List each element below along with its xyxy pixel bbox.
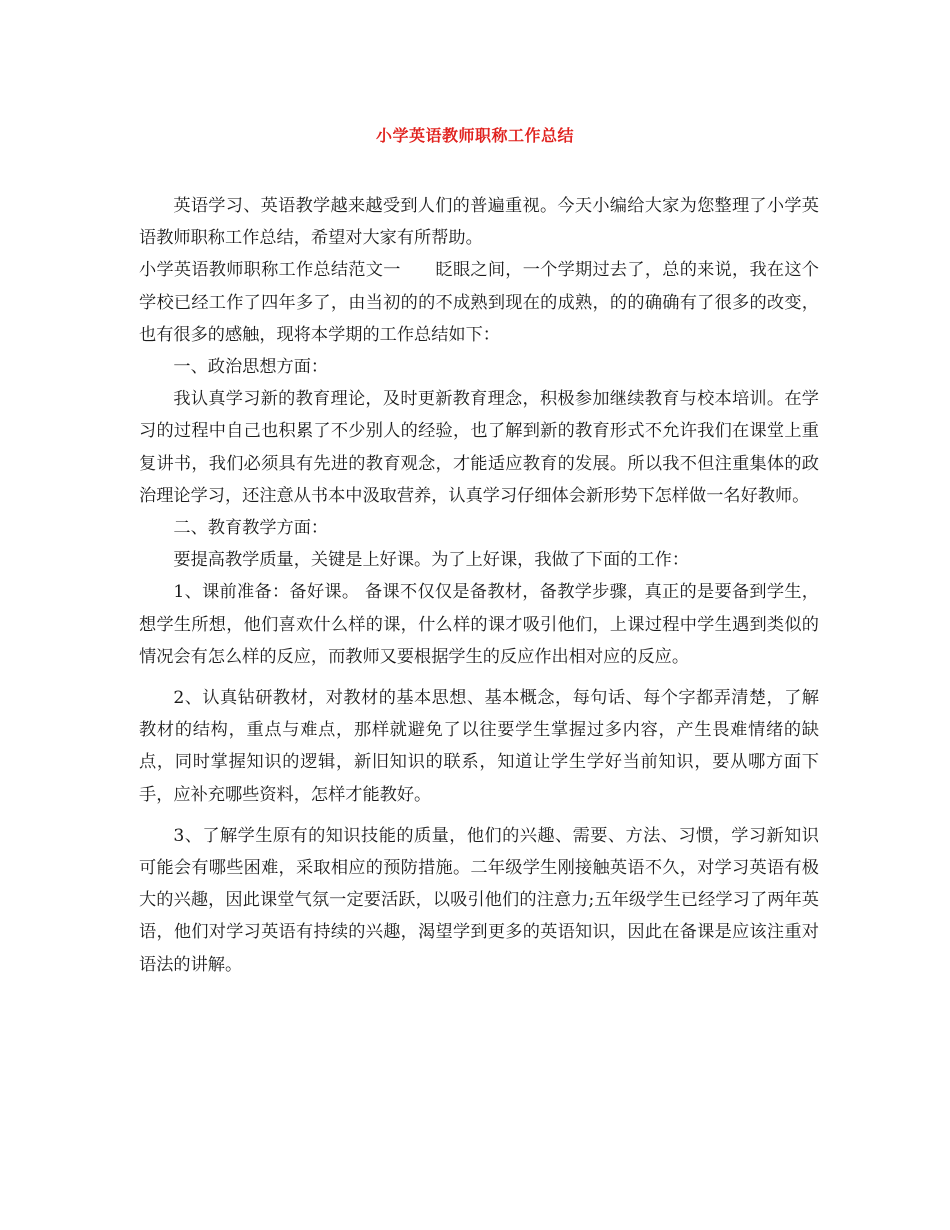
document-title: 小学英语教师职称工作总结: [375, 126, 574, 145]
paragraph-p5: 3、了解学生原有的知识技能的质量，他们的兴趣、需要、方法、习惯，学习新知识可能会有哪些困难，采取相应的预防措施。二年级学生刚接触英语不久，对学习英语有极大的兴趣，因此课堂气氛一定要活跃，以吸引他们的注意力;五年级学生已经学习了两年英语，他们对学习英语有持续的兴趣，渴望学到更多的英语知识，因此在备课是应该注重对语法的讲解。: [139, 825, 819, 975]
paragraph-h1: 一、政治思想方面：: [173, 357, 329, 378]
paragraph-sample1: 小学英语教师职称工作总结范文一 眨眼之间，一个学期过去了，总的来说，我在这个学校已经工作了四年多了，由当初的的不成熟到现在的成熟，的的确确有了很多的改变，也有很多的感触，现将本学期的工作总结如下：: [139, 260, 819, 345]
paragraph-p4: 2、认真钻研教材，对教材的基本思想、基本概念，每句话、每个字都弄清楚，了解教材的结构，重点与难点，那样就避免了以往要学生掌握过多内容，产生畏难情绪的缺点，同时掌握知识的逻辑，新旧知识的联系，知道让学生学好当前知识，要从哪方面下手，应补充哪些资料，怎样才能教好。: [139, 688, 819, 805]
paragraph-h2: 二、教育教学方面：: [173, 518, 329, 539]
paragraph-p2: 要提高教学质量，关键是上好课。为了上好课，我做了下面的工作：: [173, 550, 690, 571]
paragraph-p1: 我认真学习新的教育理论，及时更新教育理念，积极参加继续教育与校本培训。在学习的过程中自己也积累了不少别人的经验，也了解到新的教育形式不允许我们在课堂上重复讲书，我们必须具有先进的教育观念，才能适应教育的发展。所以我不但注重集体的政治理论学习，还注意从书本中汲取营养，认真学习仔细体会新形势下怎样做一名好教师。: [139, 389, 819, 506]
paragraph-intro: 英语学习、英语教学越来越受到人们的普遍重视。今天小编给大家为您整理了小学英语教师职称工作总结，希望对大家有所帮助。: [139, 196, 819, 249]
paragraph-p3: 1、课前准备：备好课。 备课不仅仅是备教材，备教学步骤，真正的是要备到学生，想学生所想，他们喜欢什么样的课，什么样的课才吸引他们，上课过程中学生遇到类似的情况会有怎么样的反应，而教师又要根据学生的反应作出相对应的反应。: [139, 582, 819, 667]
document-body: [139, 190, 819, 981]
